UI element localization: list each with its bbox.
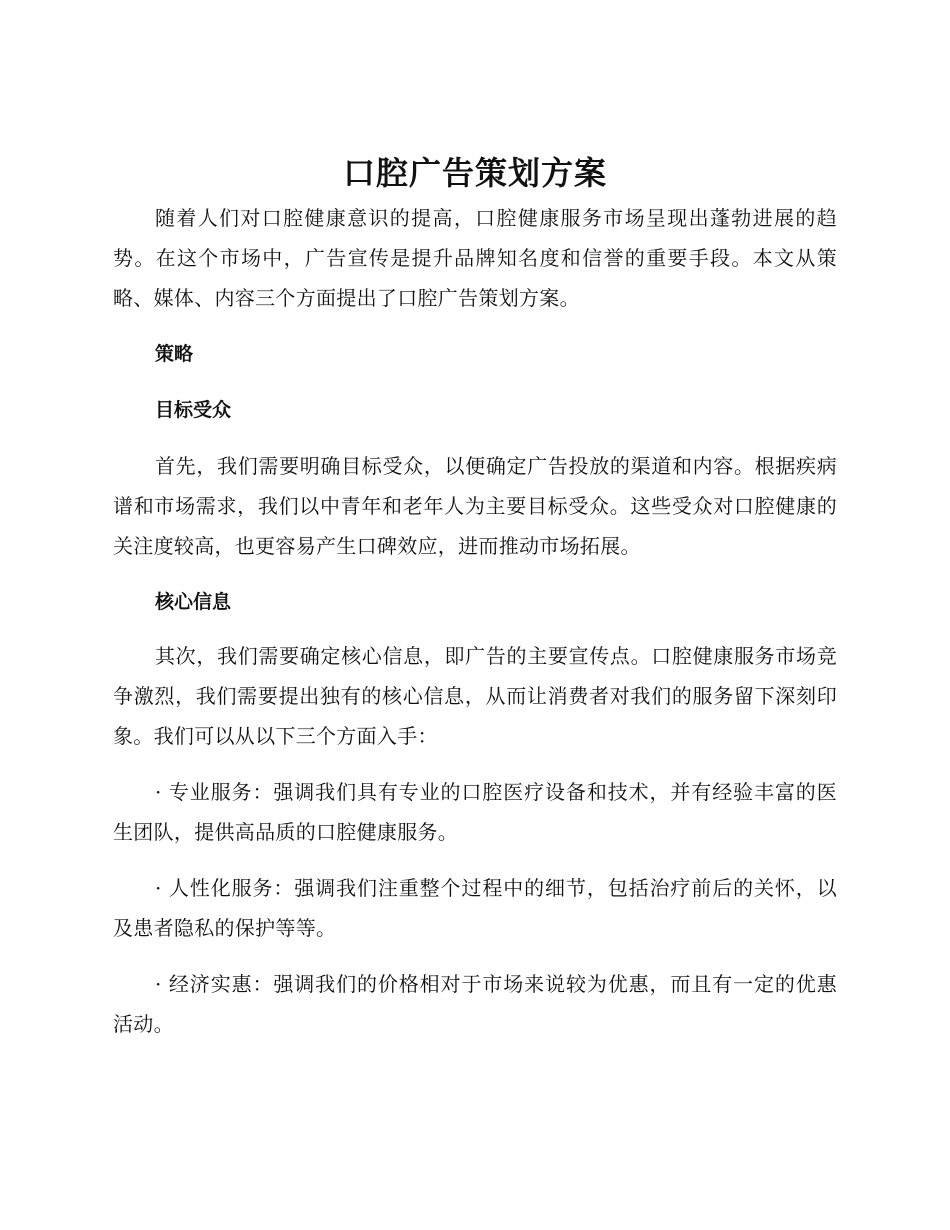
bullet-professional-service: · 专业服务：强调我们具有专业的口腔医疗设备和技术，并有经验丰富的医生团队，提供高品质的口腔健康服务。	[113, 780, 837, 844]
spacer	[113, 318, 837, 334]
spacer	[113, 948, 837, 964]
spacer	[113, 852, 837, 868]
bullet-affordable: · 经济实惠：强调我们的价格相对于市场来说较为优惠，而且有一定的优惠活动。	[113, 972, 837, 1036]
spacer	[113, 566, 837, 582]
subheading-core-message: 核心信息	[155, 591, 232, 613]
spacer	[113, 622, 837, 636]
subheading-target-audience: 目标受众	[155, 399, 232, 421]
spacer	[113, 430, 837, 446]
spacer	[113, 374, 837, 390]
core-message-paragraph: 其次，我们需要确定核心信息，即广告的主要宣传点。口腔健康服务市场竞争激烈，我们需要提出独有的核心信息，从而让消费者对我们的服务留下深刻印象。我们可以从以下三个方面入手：	[113, 644, 837, 748]
document-title: 口腔广告策划方案	[342, 154, 607, 192]
bullet-humanized-service: · 人性化服务：强调我们注重整个过程中的细节，包括治疗前后的关怀，以及患者隐私的保护等等。	[113, 876, 837, 940]
section-heading-strategy: 策略	[155, 343, 194, 365]
document-page	[113, 148, 837, 1044]
spacer	[113, 756, 837, 772]
intro-paragraph: 随着人们对口腔健康意识的提高，口腔健康服务市场呈现出蓬勃进展的趋势。在这个市场中，广告宣传是提升品牌知名度和信誉的重要手段。本文从策略、媒体、内容三个方面提出了口腔广告策划方案。	[113, 206, 837, 310]
audience-paragraph: 首先，我们需要明确目标受众，以便确定广告投放的渠道和内容。根据疾病谱和市场需求，我们以中青年和老年人为主要目标受众。这些受众对口腔健康的关注度较高，也更容易产生口碑效应，进而推动市场拓展。	[113, 454, 837, 558]
